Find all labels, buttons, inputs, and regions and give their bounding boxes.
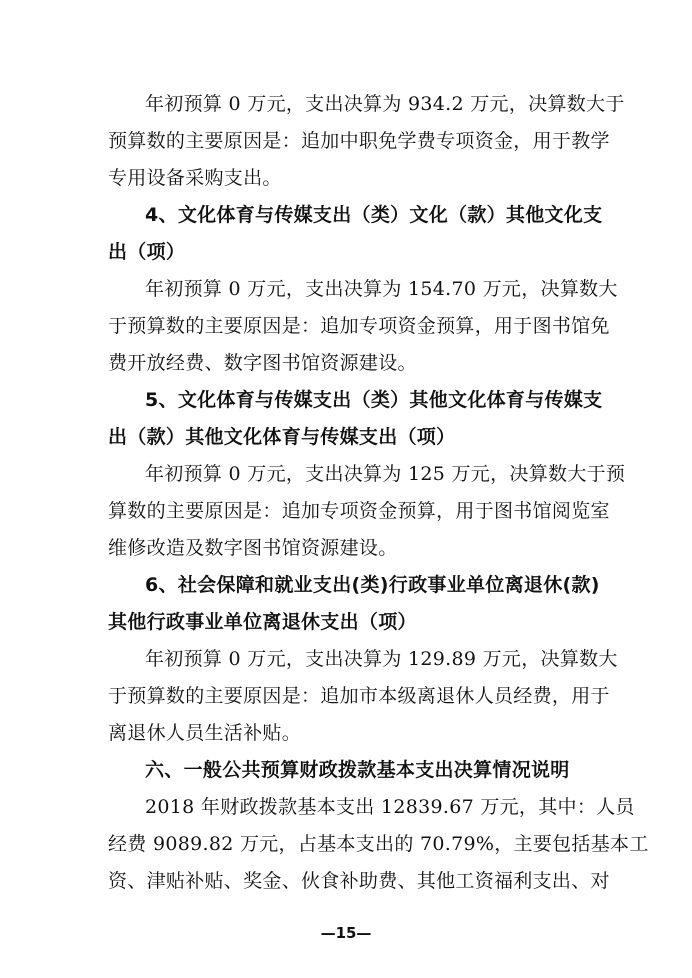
section-heading: 4、文化体育与传媒支出（类）文化（款）其他文化支 (145, 204, 603, 226)
chapter-heading: 六、一般公共预算财政拨款基本支出决算情况说明 (145, 759, 570, 781)
paragraph-line: 年初预算 0 万元，支出决算为 125 万元，决算数大于预 (145, 463, 626, 485)
paragraph-line: 资、津贴补贴、奖金、伙食补助费、其他工资福利支出、对 (108, 870, 610, 892)
paragraph-line: 预算数的主要原因是：追加中职免学费专项资金，用于教学 (108, 130, 610, 152)
paragraph-line: 费开放经费、数字图书馆资源建设。 (108, 352, 417, 374)
paragraph-line: 年初预算 0 万元，支出决算为 934.2 万元，决算数大于 (145, 93, 625, 115)
page-number: —15— (320, 924, 372, 942)
paragraph-line: 经费 9089.82 万元，占基本支出的 70.79%，主要包括基本工 (108, 833, 649, 855)
section-heading: 出（款）其他文化体育与传媒支出（项） (108, 426, 456, 448)
paragraph-line: 于预算数的主要原因是：追加专项资金预算，用于图书馆免 (108, 315, 610, 337)
section-heading: 5、文化体育与传媒支出（类）其他文化体育与传媒支 (145, 389, 603, 411)
paragraph-line: 2018 年财政拨款基本支出 12839.67 万元，其中：人员 (145, 796, 635, 818)
paragraph-line: 维修改造及数字图书馆资源建设。 (108, 537, 398, 559)
paragraph-line: 离退休人员生活补贴。 (108, 722, 302, 744)
paragraph-line: 算数的主要原因是：追加专项资金预算，用于图书馆阅览室 (108, 500, 610, 522)
paragraph-line: 年初预算 0 万元，支出决算为 154.70 万元，决算数大 (145, 278, 618, 300)
section-heading: 其他行政事业单位离退休支出（项） (108, 611, 417, 633)
section-heading: 6、社会保障和就业支出(类)行政事业单位离退休(款) (145, 574, 600, 596)
paragraph-line: 于预算数的主要原因是：追加市本级离退休人员经费，用于 (108, 685, 610, 707)
section-heading: 出（项） (108, 241, 186, 263)
paragraph-line: 年初预算 0 万元，支出决算为 129.89 万元，决算数大 (145, 648, 618, 670)
paragraph-line: 专用设备采购支出。 (108, 167, 282, 189)
